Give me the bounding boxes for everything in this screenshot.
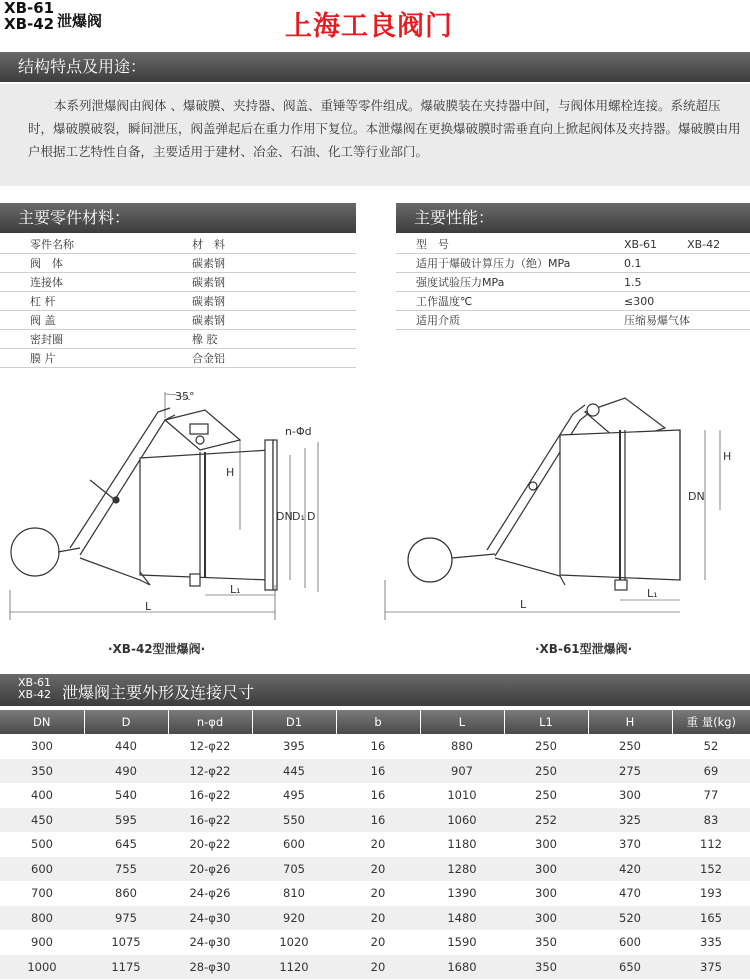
table-cell: 1010 (420, 783, 504, 808)
table-cell: 800 (0, 906, 84, 931)
table-cell: 300 (0, 734, 84, 759)
table-row (0, 330, 356, 349)
col-dn: DN (0, 710, 84, 734)
table-cell: 920 (252, 906, 336, 931)
table-row (0, 906, 750, 931)
table-row (0, 832, 750, 857)
table-cell: 112 (672, 832, 750, 857)
table-row (0, 808, 750, 833)
col-holes: n-φd (168, 710, 252, 734)
table-cell: 880 (420, 734, 504, 759)
table-cell: 83 (672, 808, 750, 833)
table-row (0, 292, 356, 311)
part-material: 碳素钢 (192, 295, 225, 308)
table-cell: 490 (84, 759, 168, 784)
table-cell: 250 (588, 734, 672, 759)
counterweight-ball (408, 538, 452, 582)
table-cell: 705 (252, 857, 336, 882)
table-row (0, 930, 750, 955)
col-l1: L1 (504, 710, 588, 734)
counterweight-ball (11, 528, 59, 576)
dimensions-body (0, 734, 750, 979)
materials-header-row (0, 235, 356, 254)
part-name: 密封圈 (30, 333, 63, 346)
table-cell: 16 (336, 783, 420, 808)
table-cell: 1020 (252, 930, 336, 955)
table-cell: 300 (504, 906, 588, 931)
table-row (0, 311, 356, 330)
table-row (0, 955, 750, 980)
dimensions-title: 泄爆阀主要外形及连接尺寸 (62, 683, 255, 702)
part-name: 连接体 (30, 276, 63, 289)
table-cell: 975 (84, 906, 168, 931)
table-cell: 1180 (420, 832, 504, 857)
table-cell: 300 (588, 783, 672, 808)
performance-header-xb61: XB-61 (624, 237, 658, 251)
col-b: b (336, 710, 420, 734)
performance-header-xb42: XB-42 (687, 237, 721, 251)
table-cell: 600 (0, 857, 84, 882)
table-cell: 1280 (420, 857, 504, 882)
table-cell: 395 (252, 734, 336, 759)
performance-header-model: 型 号 (416, 238, 449, 251)
table-cell: 450 (0, 808, 84, 833)
part-material: 碳素钢 (192, 314, 225, 327)
performance-table (396, 235, 750, 330)
d1-label: D₁ (292, 510, 305, 523)
model-codes (4, 0, 54, 32)
table-row (396, 254, 750, 273)
part-material: 合金铝 (192, 352, 225, 365)
table-cell: 152 (672, 857, 750, 882)
xb42-caption: ·XB-42型泄爆阀· (108, 642, 206, 656)
table-cell: 810 (252, 881, 336, 906)
table-cell: 300 (504, 857, 588, 882)
table-cell: 16-φ22 (168, 783, 252, 808)
performance-param: 工作温度℃ (416, 295, 473, 308)
table-cell: 77 (672, 783, 750, 808)
xb61-caption: ·XB-61型泄爆阀· (535, 642, 633, 656)
part-name: 杠 杆 (30, 295, 56, 308)
dimensions-section-title (0, 674, 750, 706)
table-cell: 20 (336, 832, 420, 857)
dn-label: DN (276, 510, 293, 523)
table-cell: 24-φ30 (168, 906, 252, 931)
table-cell: 16 (336, 808, 420, 833)
materials-section-title: 主要零件材料： (0, 203, 356, 233)
table-row (0, 759, 750, 784)
performance-value: 压缩易爆气体 (624, 314, 690, 327)
part-material: 碳素钢 (192, 276, 225, 289)
table-cell: 300 (504, 832, 588, 857)
table-cell: 755 (84, 857, 168, 882)
part-name: 膜 片 (30, 352, 56, 365)
table-cell: 20 (336, 857, 420, 882)
table-cell: 350 (504, 955, 588, 980)
table-cell: 165 (672, 906, 750, 931)
table-cell: 16-φ22 (168, 808, 252, 833)
table-cell: 24-φ26 (168, 881, 252, 906)
col-d1: D1 (252, 710, 336, 734)
table-cell: 20 (336, 881, 420, 906)
table-cell: 275 (588, 759, 672, 784)
table-cell: 20 (336, 955, 420, 980)
table-cell: 250 (504, 783, 588, 808)
dimensions-header-row (0, 710, 750, 734)
performance-param: 强度试验压力MPa (416, 276, 505, 289)
table-cell: 907 (420, 759, 504, 784)
d-label: D (307, 510, 316, 523)
performance-param: 适用于爆破计算压力（绝）MPa (416, 257, 571, 270)
dimensions-model-1: XB-61 (18, 676, 52, 689)
product-name: 泄爆阀 (57, 12, 103, 30)
structure-text: 本系列泄爆阀由阀体 、爆破膜、夹持器、阀盖、重锤等零件组成。爆破膜装在夹持器中间，与阀体用螺栓连接。系统超压时，爆破膜破裂，瞬间泄压，阀盖弹起后在重力作用下复位。本泄爆阀在更换爆破膜时需垂直向上掀起阀体及夹持器。爆破膜由用户根据工艺特性自备，主要适用于建材、冶金、石油、化工等行业部门。 (28, 98, 741, 159)
table-cell: 20 (336, 930, 420, 955)
model-code-2: XB-42 (4, 15, 55, 33)
table-cell: 470 (588, 881, 672, 906)
brand-logo: 上海工良阀门 (285, 11, 453, 42)
dimensions-table (0, 710, 750, 980)
performance-section-title: 主要性能： (396, 203, 750, 233)
table-cell: 28-φ30 (168, 955, 252, 980)
table-row (396, 273, 750, 292)
table-cell: 1000 (0, 955, 84, 980)
table-cell: 69 (672, 759, 750, 784)
table-cell: 860 (84, 881, 168, 906)
table-cell: 1175 (84, 955, 168, 980)
table-cell: 350 (0, 759, 84, 784)
l1-label: L₁ (230, 583, 241, 596)
h-label: H (723, 450, 732, 463)
col-weight: 重 量(kg) (672, 710, 750, 734)
table-cell: 440 (84, 734, 168, 759)
table-cell: 1390 (420, 881, 504, 906)
table-cell: 420 (588, 857, 672, 882)
table-cell: 900 (0, 930, 84, 955)
table-row (396, 311, 750, 330)
dimensions-models (18, 677, 51, 701)
performance-value: 0.1 (624, 256, 642, 270)
table-cell: 520 (588, 906, 672, 931)
table-row (0, 349, 356, 368)
table-cell: 52 (672, 734, 750, 759)
table-cell: 445 (252, 759, 336, 784)
col-h: H (588, 710, 672, 734)
table-row (0, 734, 750, 759)
table-cell: 20-φ26 (168, 857, 252, 882)
table-cell: 375 (672, 955, 750, 980)
table-cell: 495 (252, 783, 336, 808)
table-cell: 350 (504, 930, 588, 955)
model-code-1: XB-61 (4, 0, 55, 17)
structure-section-title: 结构特点及用途： (0, 52, 750, 82)
col-d: D (84, 710, 168, 734)
table-cell: 1060 (420, 808, 504, 833)
xb61-drawing (375, 380, 750, 640)
l-label: L (520, 598, 527, 611)
materials-table (0, 235, 356, 368)
table-cell: 1120 (252, 955, 336, 980)
xb42-drawing (0, 380, 360, 660)
dimensions-model-2: XB-42 (18, 688, 52, 701)
table-cell: 500 (0, 832, 84, 857)
l-label: L (145, 600, 152, 613)
table-cell: 1680 (420, 955, 504, 980)
h-label: H (226, 466, 235, 479)
table-cell: 595 (84, 808, 168, 833)
table-cell: 325 (588, 808, 672, 833)
table-cell: 250 (504, 759, 588, 784)
table-cell: 20 (336, 906, 420, 931)
angle-label: 35° (175, 390, 195, 403)
table-cell: 600 (588, 930, 672, 955)
performance-param: 适用介质 (416, 314, 460, 327)
performance-value: 1.5 (624, 275, 642, 289)
dn-label: DN (688, 490, 705, 503)
materials-header-part: 零件名称 (30, 238, 74, 251)
part-name: 阀 体 (30, 257, 63, 270)
holes-label: n-Φd (285, 425, 312, 438)
table-row (0, 783, 750, 808)
part-material: 碳素钢 (192, 257, 225, 270)
table-cell: 252 (504, 808, 588, 833)
table-cell: 1480 (420, 906, 504, 931)
table-row (0, 254, 356, 273)
table-cell: 193 (672, 881, 750, 906)
table-cell: 650 (588, 955, 672, 980)
table-cell: 645 (84, 832, 168, 857)
table-cell: 335 (672, 930, 750, 955)
performance-value: ≤300 (624, 294, 655, 308)
materials-header-material: 材 料 (192, 238, 225, 251)
table-cell: 16 (336, 734, 420, 759)
l1-label: L₁ (647, 587, 658, 600)
table-cell: 370 (588, 832, 672, 857)
table-cell: 540 (84, 783, 168, 808)
table-cell: 1075 (84, 930, 168, 955)
table-cell: 600 (252, 832, 336, 857)
structure-description (0, 84, 750, 186)
table-cell: 400 (0, 783, 84, 808)
table-cell: 1590 (420, 930, 504, 955)
table-row (0, 881, 750, 906)
table-cell: 300 (504, 881, 588, 906)
table-cell: 12-φ22 (168, 759, 252, 784)
part-material: 橡 胶 (192, 333, 218, 346)
table-cell: 16 (336, 759, 420, 784)
part-name: 阀 盖 (30, 314, 56, 327)
table-cell: 550 (252, 808, 336, 833)
table-row (0, 857, 750, 882)
table-cell: 250 (504, 734, 588, 759)
col-l: L (420, 710, 504, 734)
table-cell: 24-φ30 (168, 930, 252, 955)
table-row (396, 292, 750, 311)
table-row (0, 273, 356, 292)
table-cell: 12-φ22 (168, 734, 252, 759)
table-cell: 20-φ22 (168, 832, 252, 857)
performance-header-row (396, 235, 750, 254)
table-cell: 700 (0, 881, 84, 906)
